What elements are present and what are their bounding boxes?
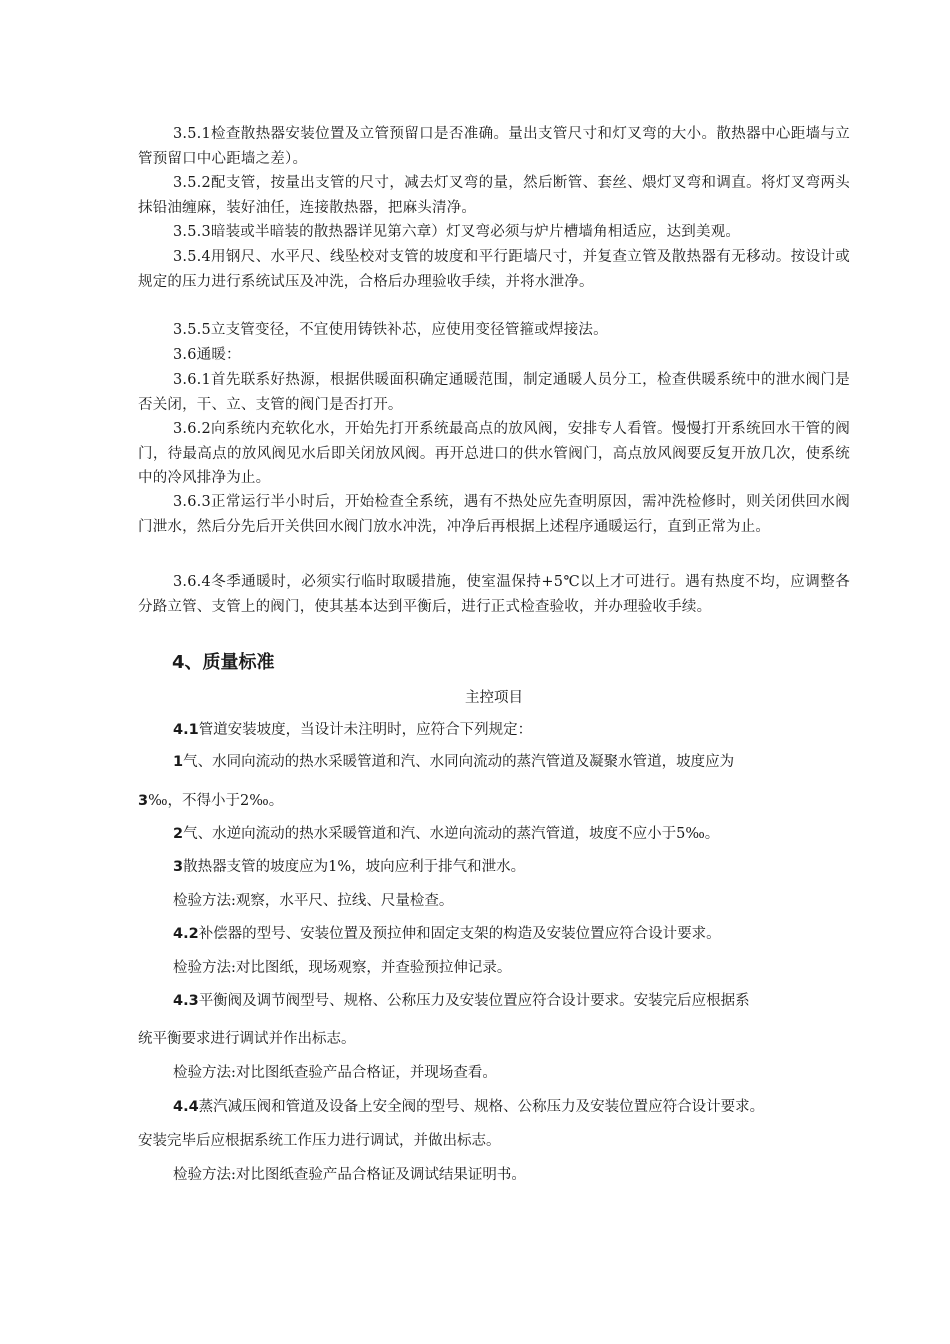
item-number: 3 (138, 793, 149, 809)
inspection-method-2: 检验方法:对比图纸，现场观察，并查验预拉伸记录。 (173, 960, 512, 976)
paragraph-3-5-3: 3.5.3暗装或半暗装的散热器详见第六章）灯叉弯必须与炉片槽墙角相适应，达到美观。 (173, 224, 741, 240)
list-item-1 (138, 750, 850, 774)
list-item-2 (138, 822, 850, 846)
section-heading: 4、质量标准 (172, 652, 275, 673)
clause-4-1 (138, 718, 850, 742)
paragraph-3-5-1: 3.5.1检查散热器安装位置及立管预留口是否准确。量出支管尺寸和灯叉弯的大小。散热器中心距墙与立管预留口中心距墙之差）。 (138, 126, 850, 167)
item-text: 气、水同向流动的热水采暖管道和汽、水同向流动的蒸汽管道及凝聚水管道，坡度应为 (183, 754, 735, 770)
clause-text: 补偿器的型号、安装位置及预拉伸和固定支架的构造及安装位置应符合设计要求。 (198, 926, 721, 942)
clause-number: 4.4 (173, 1099, 199, 1115)
paragraph-3-5-2: 3.5.2配支管，按量出支管的尺寸，减去灯叉弯的量，然后断管、套丝、煨灯叉弯和调直。将灯叉弯两头抹铅油缠麻，装好油任，连接散热器，把麻头清净。 (138, 175, 850, 216)
item-text: 散热器支管的坡度应为1%，坡向应利于排气和泄水。 (183, 859, 526, 875)
item-number: 3 (173, 859, 184, 875)
list-item-3 (138, 855, 850, 879)
item-text: 气、水逆向流动的热水采暖管道和汽、水逆向流动的蒸汽管道，坡度不应小于5‰。 (183, 826, 720, 842)
clause-4-3-continued: 统平衡要求进行调试并作出标志。 (138, 1031, 356, 1047)
clause-text: 蒸汽减压阀和管道及设备上安全阀的型号、规格、公称压力及安装位置应符合设计要求。 (198, 1099, 765, 1115)
item-number: 2 (173, 826, 184, 842)
clause-4-3 (138, 989, 850, 1013)
paragraph-3-6-3: 3.6.3正常运行半小时后，开始检查全系统，遇有不热处应先查明原因，需冲洗检修时，则关闭供回水阀门泄水，然后分先后开关供回水阀门放水冲洗，冲净后再根据上述程序通暖运行，直到正常为止。 (138, 494, 850, 535)
paragraph-3-6: 3.6通暖： (173, 347, 241, 363)
paragraph-3-6-2: 3.6.2向系统内充软化水，开始先打开系统最高点的放风阀，安排专人看管。慢慢打开系统回水干管的阀门，待最高点的放风阀见水后即关闭放风阀。再开总进口的供水管阀门，高点放风阀要反复开放几次，使系统中的冷风排净为止。 (138, 421, 850, 486)
inspection-method-3: 检验方法:对比图纸查验产品合格证，并现场查看。 (173, 1065, 497, 1081)
paragraph-3-6-1: 3.6.1首先联系好热源，根据供暖面积确定通暖范围，制定通暖人员分工，检查供暖系统中的泄水阀门是否关闭，干、立、支管的阀门是否打开。 (138, 372, 850, 413)
subheading-main-items: 主控项目 (465, 690, 523, 706)
clause-4-4-continued: 安装完毕后应根据系统工作压力进行调试，并做出标志。 (138, 1133, 501, 1149)
clause-number: 4.3 (173, 993, 199, 1009)
clause-text: 平衡阀及调节阀型号、规格、公称压力及安装位置应符合设计要求。安装完后应根据系 (198, 993, 750, 1009)
inspection-method-1: 检验方法:观察，水平尺、拉线、尺量检查。 (173, 893, 454, 909)
inspection-method-4: 检验方法:对比图纸查验产品合格证及调试结果证明书。 (173, 1167, 526, 1183)
clause-number: 4.1 (173, 722, 199, 738)
clause-4-2 (138, 922, 850, 946)
clause-number: 4.2 (173, 926, 199, 942)
paragraph-3-5-5: 3.5.5立支管变径，不宜使用铸铁补芯，应使用变径管箍或焊接法。 (173, 322, 608, 338)
clause-4-4 (138, 1095, 850, 1119)
list-item-1-continued (138, 789, 850, 813)
paragraph-3-5-4: 3.5.4用钢尺、水平尺、线坠校对支管的坡度和平行距墙尺寸，并复查立管及散热器有无移动。按设计或规定的压力进行系统试压及冲洗，合格后办理验收手续，并将水泄净。 (138, 249, 850, 290)
clause-text: 管道安装坡度，当设计未注明时，应符合下列规定： (198, 722, 533, 738)
paragraph-3-6-4: 3.6.4冬季通暖时，必须实行临时取暖措施，使室温保持+5℃以上才可进行。遇有热度不均，应调整各分路立管、支管上的阀门，使其基本达到平衡后，进行正式检查验收，并办理验收手续。 (138, 574, 850, 615)
item-text: ‰，不得小于2‰。 (148, 793, 284, 809)
item-number: 1 (173, 754, 184, 770)
